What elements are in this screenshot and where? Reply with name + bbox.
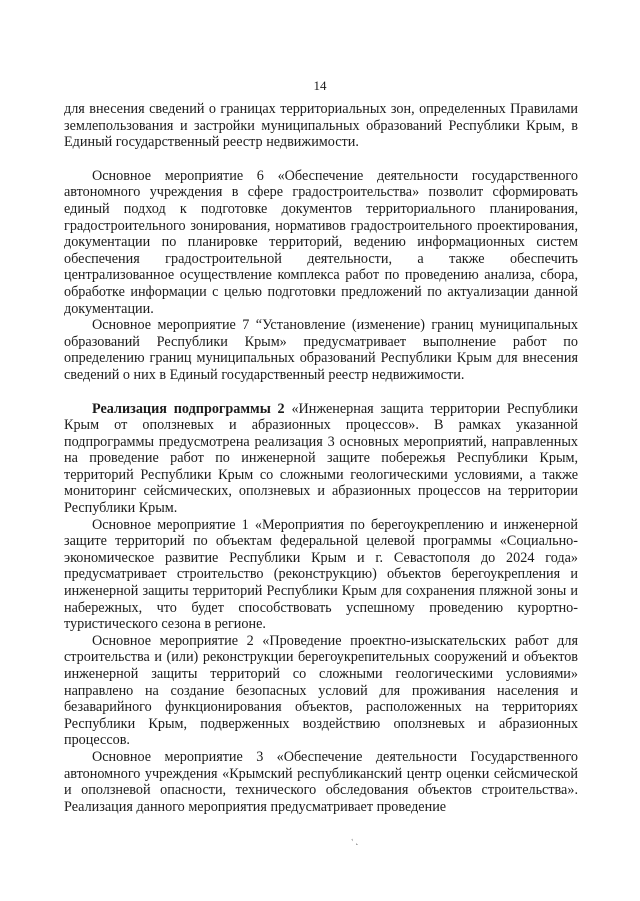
paragraph-activity-3: Основное мероприятие 3 «Обеспечение деятельности Государственного автономного учреждения «Крымский республиканский центр оценки сейсмической и оползневой опасности, технического обследования объектов строительства». Реализация данного мероприятия предусматривает проведение (64, 748, 578, 815)
paragraph-zones-continuation: для внесения сведений о границах территориальных зон, определенных Правилами землепользования и застройки муниципальных образований Республики Крым, в Единый государственный реестр недвижимости. (64, 101, 578, 151)
page-number: 14 (313, 78, 327, 93)
paragraph-subprogram-2 (64, 401, 578, 517)
document-body (64, 101, 578, 815)
subprogram-heading: Реализация подпрограммы 2 (92, 400, 285, 417)
paragraph-activity-7: Основное мероприятие 7 “Установление (изменение) границ муниципальных образований Республики Крым» предусматривает выполнение работ по определению границ муниципальных образований Республики Крым для внесения сведений о них в Единый государственный реестр недвижимости. (64, 317, 578, 383)
subprogram-2-text: «Инженерная защита территории Республики Крым от оползневых и абразионных процессов». В рамках указанной подпрограммы предусмотрена реализация 3 основных мероприятий, направленных на проведение работ по инженерной защите побережья Республики Крым, территорий Республики Крым со сложными геологическими условиями, а также мониторинг сейсмических, оползневых и абразионных процессов на территории Республики Крым. (64, 400, 578, 517)
paragraph-activity-1: Основное мероприятие 1 «Мероприятия по берегоукреплению и инженерной защите территорий по объектам федеральной целевой программы «Социально-экономическое развитие Республики Крым и г. Севастополя до 2024 года» предусматривает строительство (реконструкцию) объектов берегоукрепления и инженерной защиты территорий Республики Крым для сохранения пляжной зоны и набережных, что будет способствовать успешному проведению курортно-туристического сезона в регионе. (64, 516, 578, 633)
paragraph-activity-2: Основное мероприятие 2 «Проведение проектно-изыскательских работ для строительства и (или) реконструкции берегоукрепительных сооружений и объектов инженерной защиты территорий со сложными геологическими условиями» направлено на создание безопасных условий для проживания населения и безаварийного функционирования объектов, расположенных на территориях Республики Крым, подверженных воздействию оползневых и абразионных процессов. (64, 632, 578, 749)
stray-ink-mark: ʹ˛ (350, 835, 359, 847)
paragraph-activity-6: Основное мероприятие 6 «Обеспечение деятельности государственного автономного учреждения в сфере градостроительства» позволит сформировать единый подход к подготовке документов территориального планирования, градостроительного зонирования, нормативов градостроительного проектирования, документации по планировке территорий, ведению информационных систем обеспечения градостроительной деятельности, а также обеспечить централизованное осуществление комплекса работ по проведению анализа, сбора, обработке информации с целью подготовки предложений по актуализации данной документации. (64, 167, 578, 317)
